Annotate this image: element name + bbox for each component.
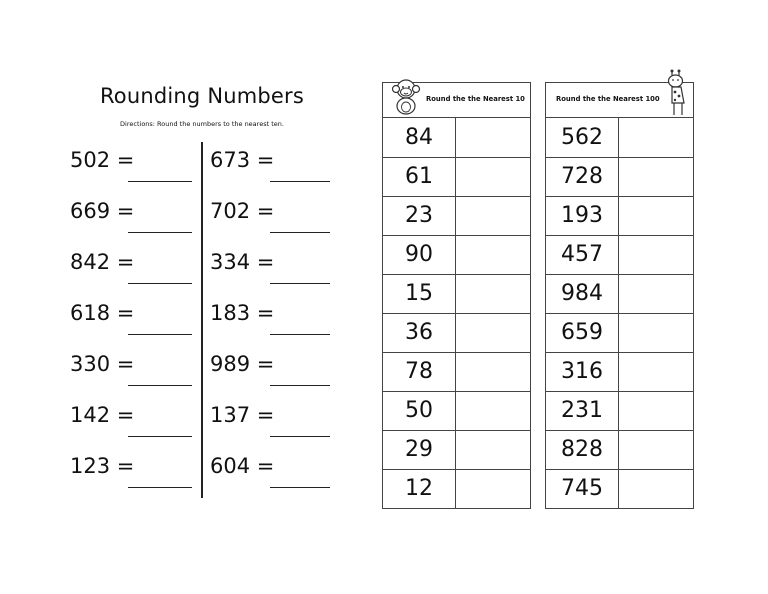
- number-cell: 231: [546, 391, 619, 430]
- nearest-10-table: [382, 82, 531, 509]
- number-cell: 193: [546, 196, 619, 235]
- table-row: [546, 196, 693, 236]
- table-row: [546, 118, 693, 158]
- problem-row: [70, 301, 205, 337]
- answer-blank[interactable]: [270, 232, 330, 233]
- table-row: [383, 274, 530, 314]
- answer-blank[interactable]: [270, 385, 330, 386]
- number-cell: 15: [383, 274, 456, 313]
- answer-cell[interactable]: [456, 196, 530, 235]
- answer-cell[interactable]: [619, 391, 693, 430]
- problem-expression: 123 =: [70, 454, 135, 478]
- problem-expression: 702 =: [210, 199, 275, 223]
- number-cell: 78: [383, 352, 456, 391]
- rounding-worksheet: [62, 78, 342, 498]
- answer-blank[interactable]: [270, 334, 330, 335]
- number-cell: 90: [383, 235, 456, 274]
- number-cell: 828: [546, 430, 619, 469]
- answer-cell[interactable]: [619, 430, 693, 469]
- problem-expression: 618 =: [70, 301, 135, 325]
- answer-blank[interactable]: [270, 181, 330, 182]
- answer-cell[interactable]: [456, 352, 530, 391]
- problem-row: [210, 352, 345, 388]
- number-cell: 50: [383, 391, 456, 430]
- problem-row: [70, 352, 205, 388]
- answer-cell[interactable]: [456, 274, 530, 313]
- number-cell: 29: [383, 430, 456, 469]
- number-cell: 12: [383, 469, 456, 508]
- nearest-100-table: [545, 82, 694, 509]
- table-row: [546, 274, 693, 314]
- number-cell: 23: [383, 196, 456, 235]
- number-cell: 745: [546, 469, 619, 508]
- table-body: [546, 118, 693, 508]
- answer-cell[interactable]: [619, 196, 693, 235]
- table-row: [546, 430, 693, 470]
- answer-blank[interactable]: [128, 334, 192, 335]
- table-row: [546, 391, 693, 431]
- answer-cell[interactable]: [456, 118, 530, 157]
- answer-cell[interactable]: [619, 352, 693, 391]
- answer-cell[interactable]: [619, 235, 693, 274]
- number-cell: 457: [546, 235, 619, 274]
- problem-row: [210, 250, 345, 286]
- worksheet-directions: Directions: Round the numbers to the nearest ten.: [120, 120, 284, 128]
- problem-expression: 330 =: [70, 352, 135, 376]
- problem-row: [210, 301, 345, 337]
- monkey-icon: [389, 77, 423, 115]
- number-cell: 61: [383, 157, 456, 196]
- table-row: [383, 469, 530, 508]
- table-body: [383, 118, 530, 508]
- table-row: [546, 313, 693, 353]
- answer-cell[interactable]: [619, 313, 693, 352]
- table-row: [546, 157, 693, 197]
- table-row: [383, 196, 530, 236]
- table-row: [383, 118, 530, 158]
- problem-row: [210, 199, 345, 235]
- problem-expression: 842 =: [70, 250, 135, 274]
- problem-expression: 502 =: [70, 148, 135, 172]
- problem-expression: 989 =: [210, 352, 275, 376]
- answer-blank[interactable]: [128, 181, 192, 182]
- answer-blank[interactable]: [270, 436, 330, 437]
- number-cell: 36: [383, 313, 456, 352]
- answer-cell[interactable]: [456, 313, 530, 352]
- number-cell: 659: [546, 313, 619, 352]
- number-cell: 984: [546, 274, 619, 313]
- problem-row: [210, 454, 345, 490]
- answer-blank[interactable]: [270, 283, 330, 284]
- table-row: [546, 235, 693, 275]
- problem-row: [210, 403, 345, 439]
- problem-expression: 183 =: [210, 301, 275, 325]
- problem-row: [70, 250, 205, 286]
- answer-cell[interactable]: [456, 235, 530, 274]
- table-row: [383, 430, 530, 470]
- answer-blank[interactable]: [128, 232, 192, 233]
- problem-expression: 137 =: [210, 403, 275, 427]
- answer-cell[interactable]: [619, 469, 693, 508]
- answer-cell[interactable]: [619, 118, 693, 157]
- number-cell: 84: [383, 118, 456, 157]
- answer-cell[interactable]: [456, 430, 530, 469]
- problem-row: [70, 199, 205, 235]
- table-row: [383, 157, 530, 197]
- answer-blank[interactable]: [128, 436, 192, 437]
- problem-expression: 604 =: [210, 454, 275, 478]
- table-header: [546, 83, 693, 118]
- table-row: [546, 352, 693, 392]
- answer-cell[interactable]: [456, 391, 530, 430]
- problem-expression: 142 =: [70, 403, 135, 427]
- worksheet-title: Rounding Numbers: [99, 84, 305, 108]
- problem-expression: 673 =: [210, 148, 275, 172]
- answer-blank[interactable]: [270, 487, 330, 488]
- problem-row: [70, 148, 205, 184]
- giraffe-icon: [662, 69, 692, 117]
- answer-cell[interactable]: [619, 274, 693, 313]
- number-cell: 728: [546, 157, 619, 196]
- column-divider: [201, 142, 203, 498]
- answer-cell[interactable]: [619, 157, 693, 196]
- table-title: Round the the Nearest 100: [556, 95, 660, 103]
- table-row: [383, 352, 530, 392]
- table-row: [383, 391, 530, 431]
- problem-row: [70, 454, 205, 490]
- answer-cell[interactable]: [456, 469, 530, 508]
- table-row: [546, 469, 693, 508]
- table-row: [383, 313, 530, 353]
- table-row: [383, 235, 530, 275]
- answer-blank[interactable]: [128, 487, 192, 488]
- answer-cell[interactable]: [456, 157, 530, 196]
- answer-blank[interactable]: [128, 385, 192, 386]
- problem-row: [210, 148, 345, 184]
- number-cell: 562: [546, 118, 619, 157]
- table-header: [383, 83, 530, 118]
- problem-expression: 669 =: [70, 199, 135, 223]
- answer-blank[interactable]: [128, 283, 192, 284]
- problem-row: [70, 403, 205, 439]
- table-title: Round the the Nearest 10: [426, 95, 525, 103]
- number-cell: 316: [546, 352, 619, 391]
- problem-expression: 334 =: [210, 250, 275, 274]
